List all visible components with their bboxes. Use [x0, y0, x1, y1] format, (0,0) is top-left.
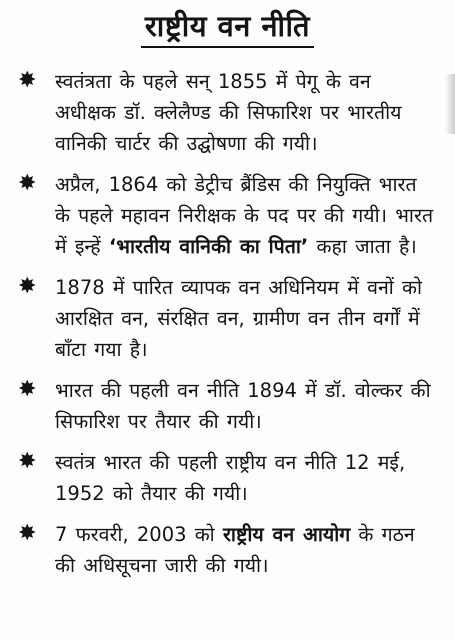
star-bullet-icon: ✸: [18, 68, 37, 93]
list-item: [0, 375, 455, 437]
item-text-bold: राष्ट्रीय वन आयोग: [222, 523, 351, 546]
item-text: 1878 में पारित व्यापक वन अधिनियम में वनों को आरक्षित वन, संरक्षित वन, ग्रामीण वन तीन वर्गों में बाँटा गया है।: [55, 276, 423, 361]
star-bullet-icon: ✸: [18, 171, 37, 196]
item-text: स्वतंत्र भारत की पहली राष्ट्रीय वन नीति 12 मई, 1952 को तैयार की गयी।: [55, 451, 406, 505]
item-text: कहा जाता है।: [308, 235, 417, 258]
fact-list: [0, 66, 455, 591]
list-item: [0, 66, 455, 159]
star-bullet-icon: ✸: [18, 449, 37, 474]
item-text: अप्रैल, 1864 को डेट्रीच ब्रैंडिस की नियुक्ति भारत के पहले महावन निरीक्षक के पद पर की गयी। भारत में इन्हें: [55, 173, 434, 258]
list-item: [0, 169, 455, 262]
page-title: राष्ट्रीय वन नीति: [141, 8, 314, 48]
item-text: के गठन की अधिसूचना जारी की गयी।: [55, 523, 415, 577]
item-text: स्वतंत्रता के पहले सन् 1855 में पेगू के वन अधीक्षक डॉ. क्लेलैण्ड की सिफारिश पर भारतीय वानिकी चार्टर की उद्घोषणा की गयी।: [55, 70, 402, 155]
star-bullet-icon: ✸: [18, 521, 37, 546]
star-bullet-icon: ✸: [18, 377, 37, 402]
list-item: [0, 519, 455, 581]
page-edge-shadow: [445, 74, 455, 134]
star-bullet-icon: ✸: [18, 274, 37, 299]
list-item: [0, 447, 455, 509]
list-item: [0, 272, 455, 365]
item-text: 7 फरवरी, 2003 को: [55, 523, 223, 546]
item-text: भारत की पहली वन नीति 1894 में डॉ. वोल्कर की सिफारिश पर तैयार की गयी।: [55, 379, 431, 433]
title-container: [0, 8, 455, 48]
item-text-bold: ‘भारतीय वानिकी का पिता’: [108, 235, 309, 258]
